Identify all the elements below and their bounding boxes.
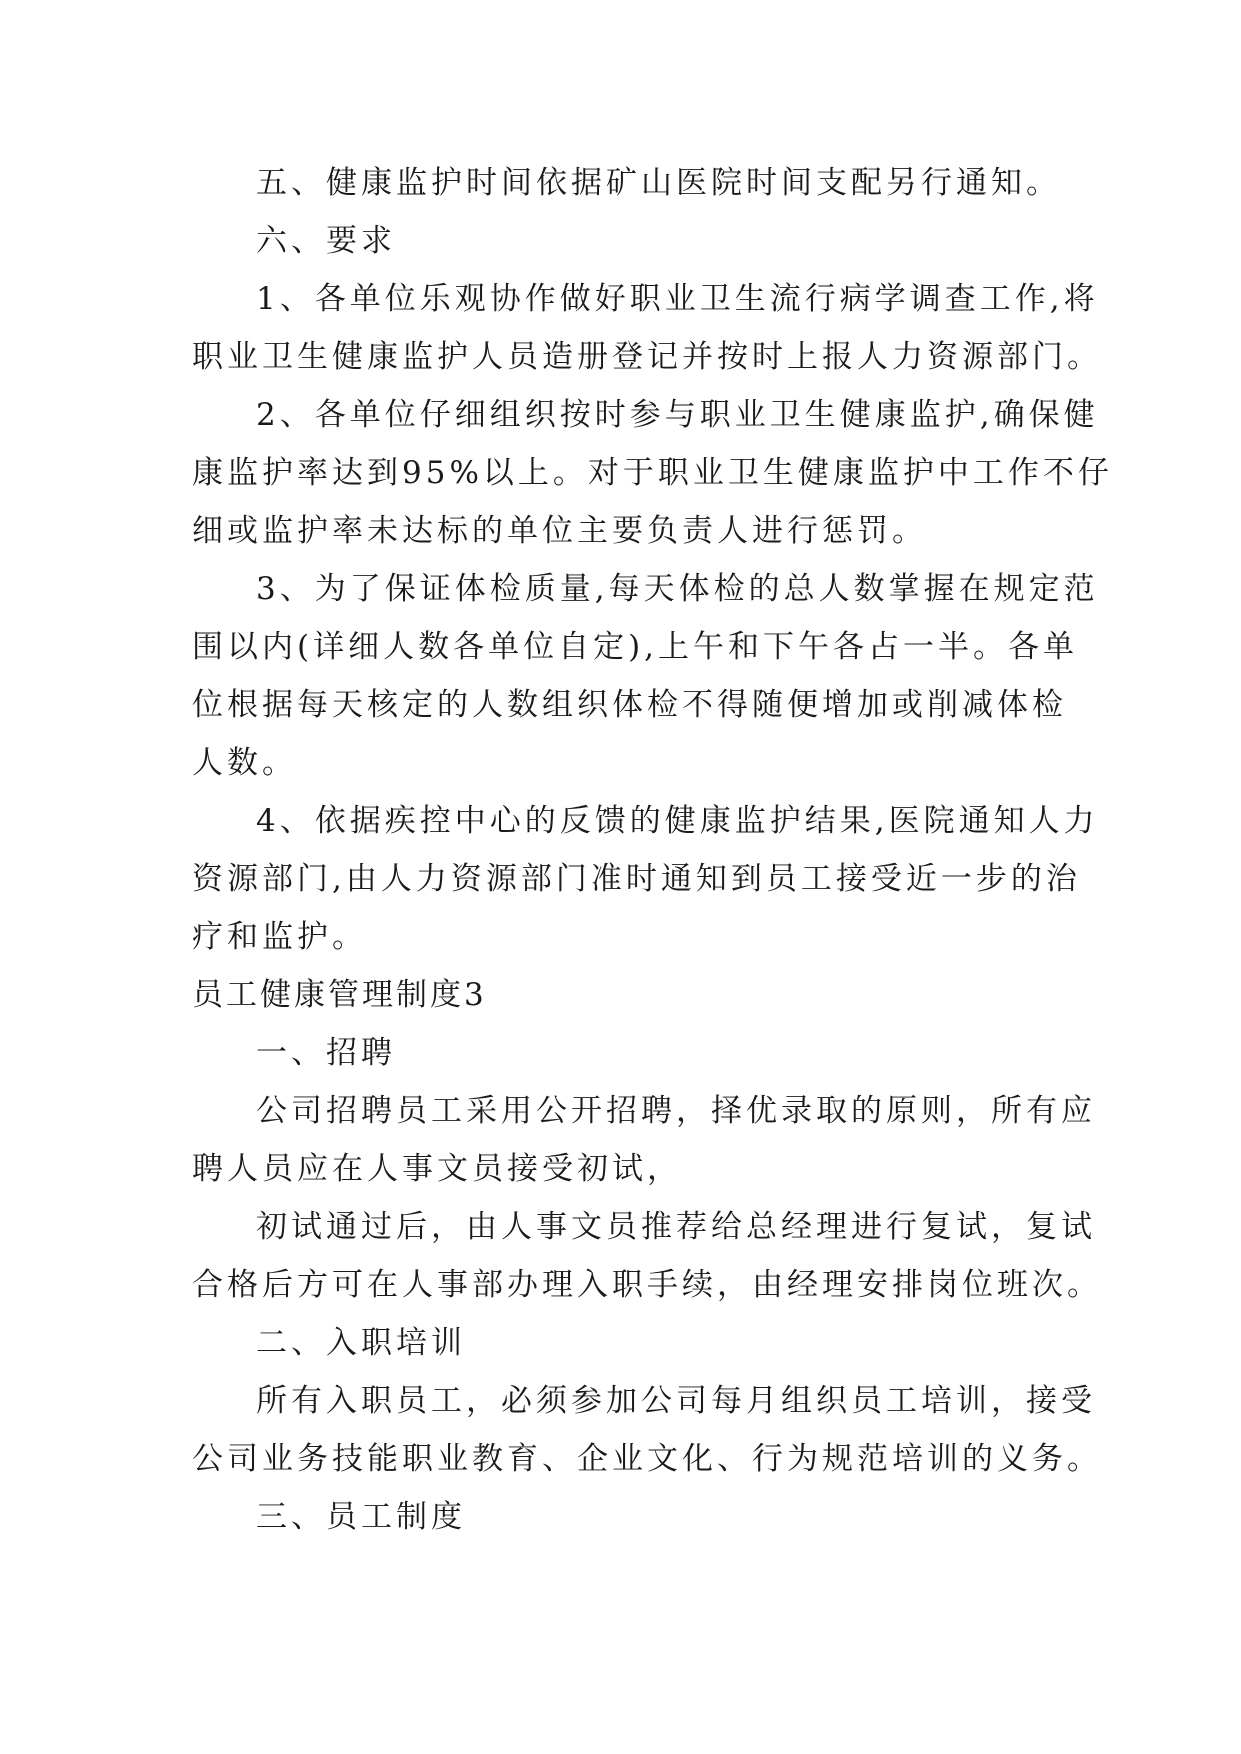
paragraph-line: 人数。 bbox=[192, 745, 297, 781]
paragraph-line: 康监护率达到95%以上。对于职业卫生健康监护中工作不仔 bbox=[192, 455, 1113, 491]
paragraph-line: 初试通过后，由人事文员推荐给总经理进行复试，复试 bbox=[256, 1209, 1096, 1245]
paragraph-line: 聘人员应在人事文员接受初试， bbox=[192, 1151, 682, 1187]
section-heading: 一、招聘 bbox=[256, 1035, 396, 1071]
paragraph-line: 公司招聘员工采用公开招聘，择优录取的原则，所有应 bbox=[256, 1093, 1096, 1129]
paragraph-line: 围以内(详细人数各单位自定),上午和下午各占一半。各单 bbox=[192, 629, 1079, 665]
paragraph-line: 职业卫生健康监护人员造册登记并按时上报人力资源部门。 bbox=[192, 339, 1102, 375]
paragraph-line: 2、各单位仔细组织按时参与职业卫生健康监护,确保健 bbox=[256, 397, 1099, 433]
paragraph-line: 3、为了保证体检质量,每天体检的总人数掌握在规定范 bbox=[256, 571, 1099, 607]
paragraph-line: 公司业务技能职业教育、企业文化、行为规范培训的义务。 bbox=[192, 1441, 1102, 1477]
paragraph-line: 细或监护率未达标的单位主要负责人进行惩罚。 bbox=[192, 513, 927, 549]
document-subtitle: 员工健康管理制度3 bbox=[192, 977, 487, 1013]
paragraph-line: 资源部门,由人力资源部门准时通知到员工接受近一步的治 bbox=[192, 861, 1081, 897]
paragraph-line: 所有入职员工，必须参加公司每月组织员工培训，接受 bbox=[256, 1383, 1096, 1419]
paragraph-line: 五、健康监护时间依据矿山医院时间支配另行通知。 bbox=[256, 165, 1061, 201]
section-heading: 二、入职培训 bbox=[256, 1325, 466, 1361]
section-heading: 三、员工制度 bbox=[256, 1499, 466, 1535]
paragraph-line: 1、各单位乐观协作做好职业卫生流行病学调查工作,将 bbox=[256, 281, 1099, 317]
paragraph-line: 4、依据疾控中心的反馈的健康监护结果,医院通知人力 bbox=[256, 803, 1099, 839]
paragraph-line: 疗和监护。 bbox=[192, 919, 367, 955]
paragraph-line: 位根据每天核定的人数组织体检不得随便增加或削减体检 bbox=[192, 687, 1067, 723]
paragraph-line: 合格后方可在人事部办理入职手续，由经理安排岗位班次。 bbox=[192, 1267, 1102, 1303]
section-heading: 六、要求 bbox=[256, 223, 396, 259]
